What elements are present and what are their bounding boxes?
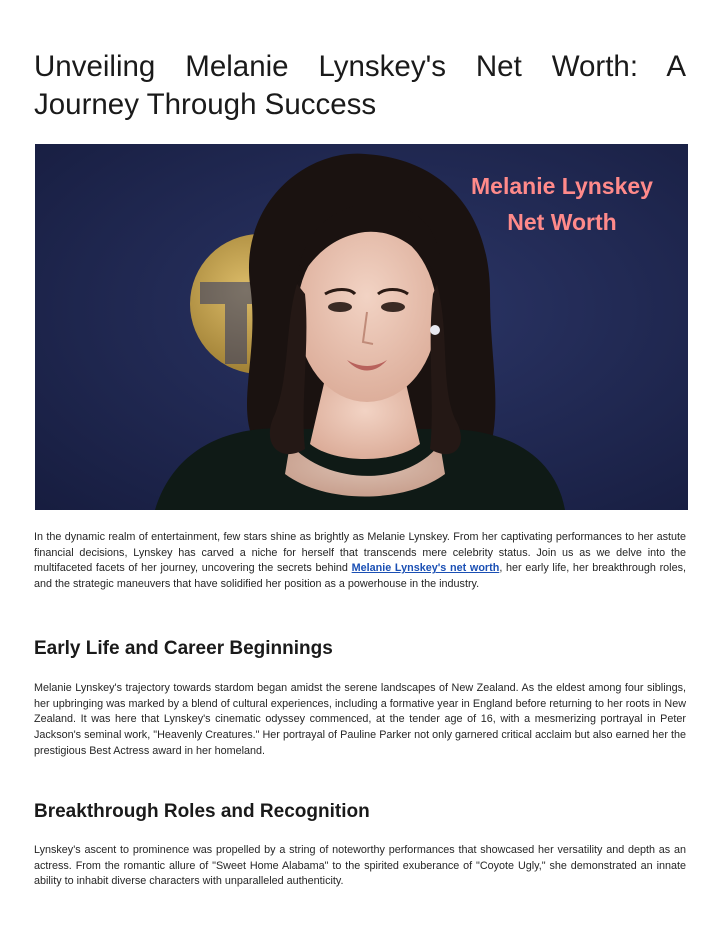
hero-caption [437, 168, 687, 240]
hero-caption-line1: Melanie Lynskey [471, 173, 653, 199]
page-title: Unveiling Melanie Lynskey's Net Worth: A Journey Through Success [34, 50, 686, 121]
hero-caption-line2: Net Worth [507, 209, 617, 235]
section-heading-breakthrough: Breakthrough Roles and Recognition [34, 801, 370, 822]
intro-text-after-link: , her early life, her breakthrough roles, and the strategic maneuvers that have solidified her position as a powerhouse in the industry. [34, 562, 686, 591]
hero-image [35, 144, 688, 510]
intro-paragraph [34, 530, 686, 593]
section-body-early-life: Melanie Lynskey's trajectory towards stardom began amidst the serene landscapes of New Zealand. As the eldest among four siblings, her upbringing was marked by a blend of cultural experiences, including a formative year in England before returning to her roots in New Zealand. It was here that Lynskey's cinematic odyssey commenced, at the tender age of 16, with a mesmerizing portrayal in Peter Jackson's seminal work, "Heavenly Creatures." Her portrayal of Pauline Parker not only garnered critical acclaim but also earned her the prestigious Best Actress award in her homeland. [34, 682, 686, 757]
net-worth-link[interactable]: Melanie Lynskey's net worth [351, 562, 500, 575]
section-heading-early-life: Early Life and Career Beginnings [34, 638, 333, 659]
intro-text-before-link: In the dynamic realm of entertainment, few stars shine as brightly as Melanie Lynskey. From her captivating performances to her astute financial decisions, Lynskey has carved a niche for herself that transcends mere celebrity status. Join us as we delve into the multifaceted facets of her journey, uncovering the secrets behind [34, 531, 686, 575]
section-body-breakthrough: Lynskey's ascent to prominence was propelled by a string of noteworthy performances that showcased her versatility and depth as an actress. From the romantic allure of "Sweet Home Alabama" to the spirited exuberance of "Coyote Ugly," she demonstrated an innate ability to inhabit diverse characters with unparalleled authenticity. [34, 844, 686, 888]
